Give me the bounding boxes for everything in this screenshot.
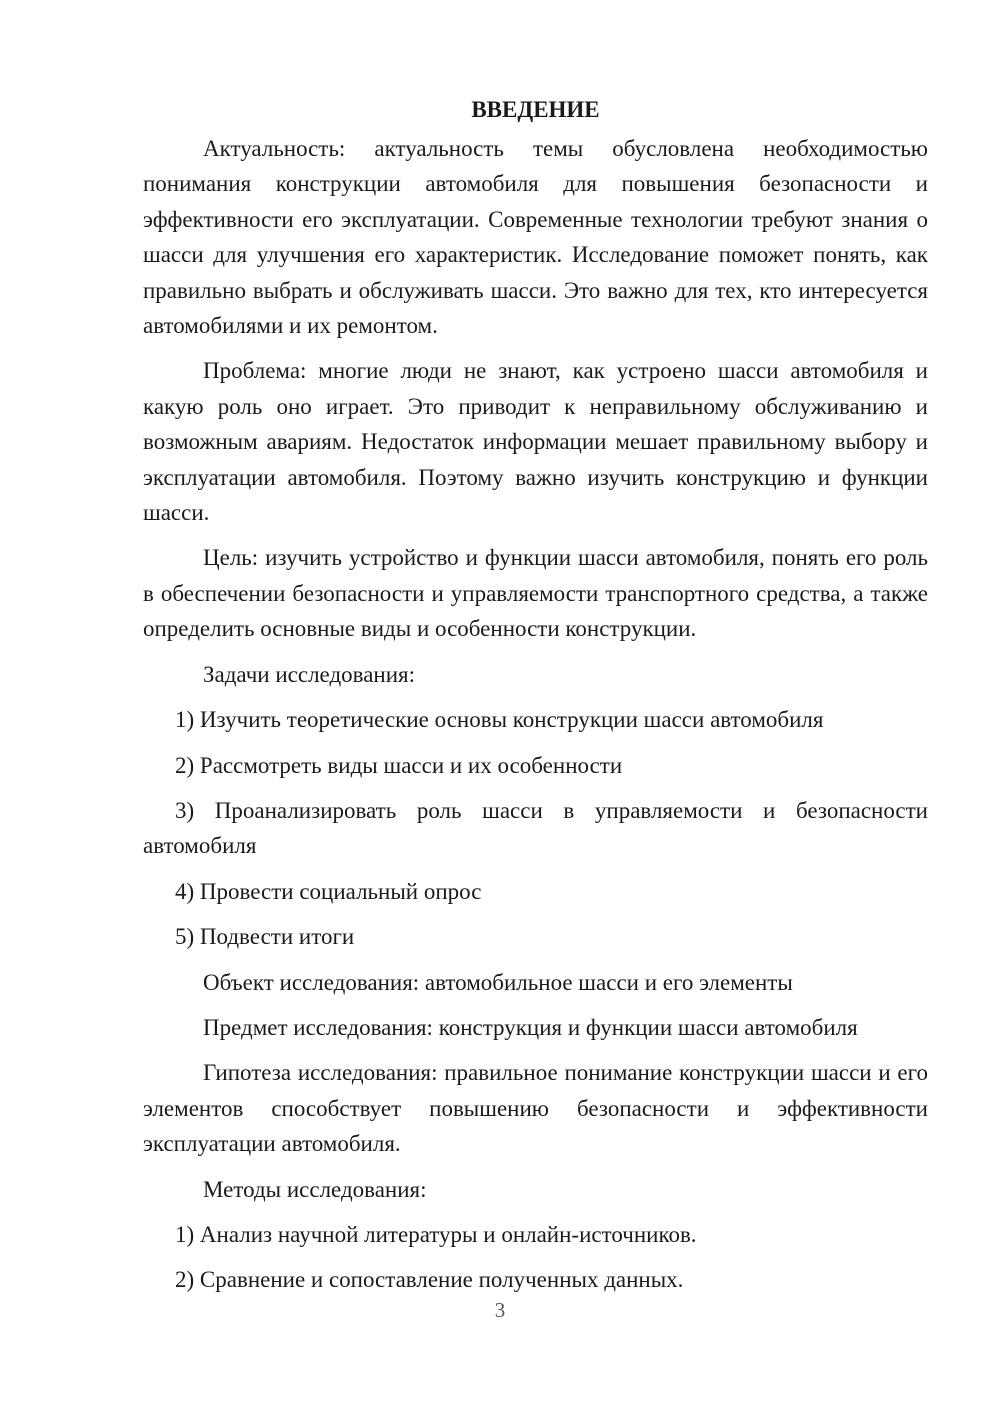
page-number: 3 <box>494 1298 506 1322</box>
task-item-2: 2) Рассмотреть виды шасси и их особенности <box>175 752 623 778</box>
page-title: ВВЕДЕНИЕ <box>471 97 600 122</box>
task-item-3: 3) Проанализировать роль шасси в управляемости и безопасности автомобиля <box>143 797 928 859</box>
subject-paragraph: Предмет исследования: конструкция и функции шасси автомобиля <box>203 1014 858 1040</box>
object-paragraph: Объект исследования: автомобильное шасси и его элементы <box>203 969 793 995</box>
document-page <box>143 92 928 1298</box>
method-item-1: 1) Анализ научной литературы и онлайн-источников. <box>175 1221 697 1247</box>
task-item-1: 1) Изучить теоретические основы конструкции шасси автомобиля <box>175 707 824 733</box>
method-item-2: 2) Сравнение и сопоставление полученных данных. <box>175 1267 684 1293</box>
tasks-heading: Задачи исследования: <box>203 661 416 687</box>
problem-paragraph: Проблема: многие люди не знают, как устроено шасси автомобиля и какую роль оно играет. Это приводит к неправильному обслуживанию и возможным авариям. Недостаток информации мешает правильному выбору и эксплуатации автомобиля. Поэтому важно изучить конструкцию и функции шасси. <box>143 358 928 526</box>
task-item-5: 5) Подвести итоги <box>175 924 355 950</box>
task-item-4: 4) Провести социальный опрос <box>175 878 482 904</box>
hypothesis-paragraph: Гипотеза исследования: правильное понимание конструкции шасси и его элементов способствует повышению безопасности и эффективности эксплуатации автомобиля. <box>143 1060 928 1157</box>
relevance-paragraph: Актуальность: актуальность темы обусловлена необходимостью понимания конструкции автомобиля для повышения безопасности и эффективности его эксплуатации. Современные технологии требуют знания о шасси для улучшения его характеристик. Исследование поможет понять, как правильно выбрать и обслуживать шасси. Это важно для тех, кто интересуется автомобилями и их ремонтом. <box>143 136 928 339</box>
methods-heading: Методы исследования: <box>203 1176 427 1202</box>
goal-paragraph: Цель: изучить устройство и функции шасси автомобиля, понять его роль в обеспечении безопасности и управляемости транспортного средства, а также определить основные виды и особенности конструкции. <box>143 545 928 642</box>
